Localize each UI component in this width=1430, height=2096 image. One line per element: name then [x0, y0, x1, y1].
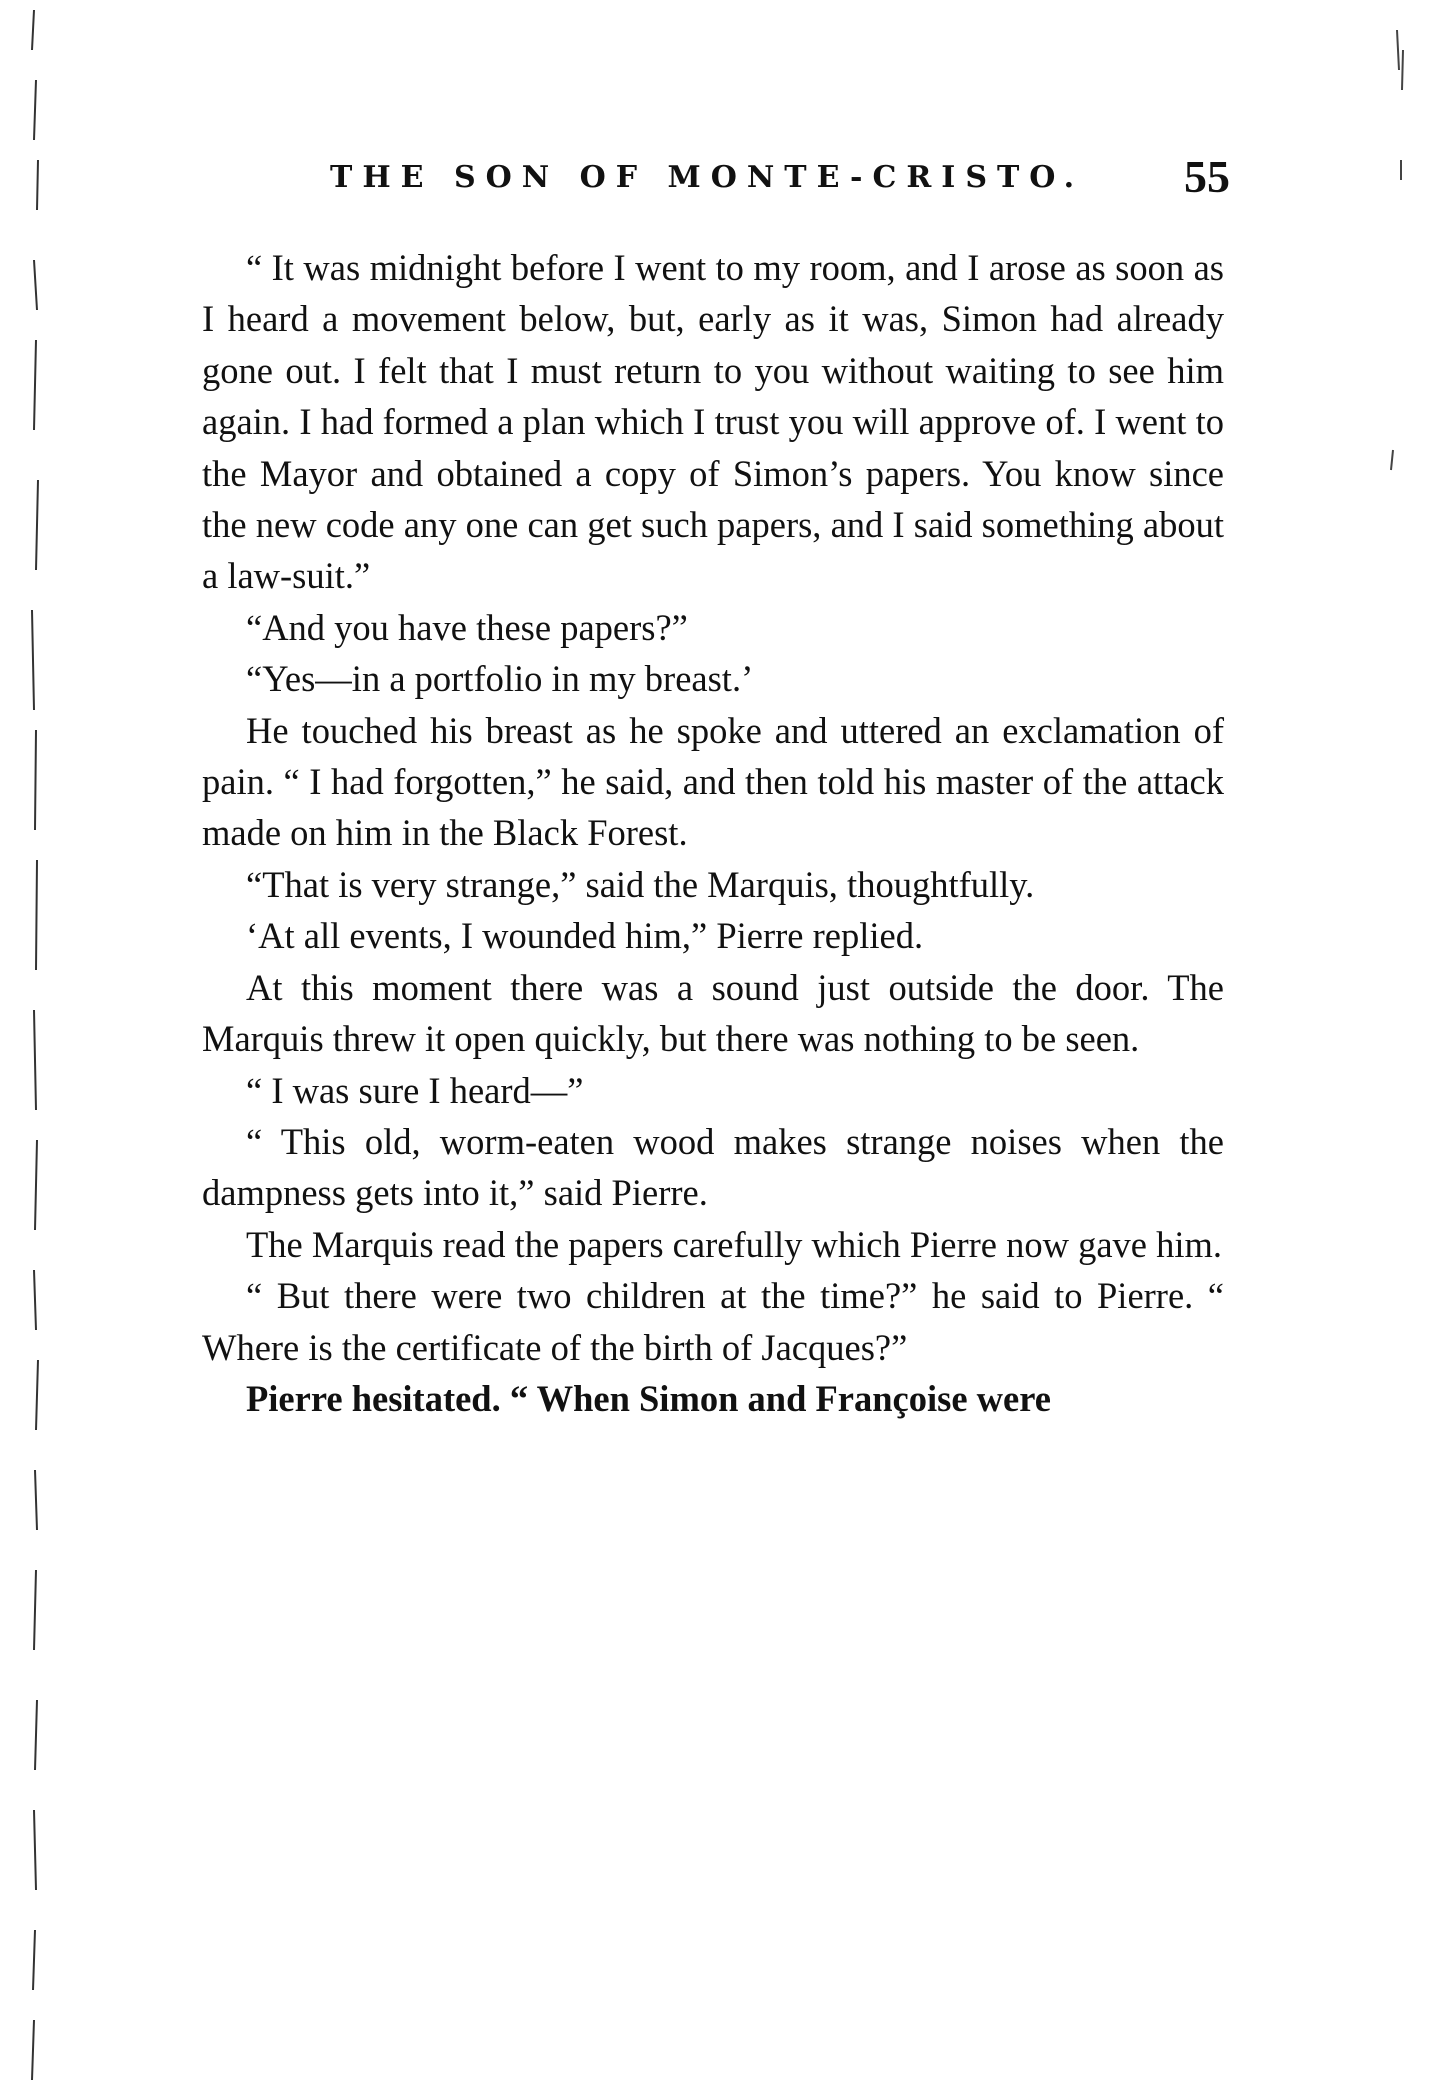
- paragraph: Pierre hesitated. “ When Simon and Françoise were: [246, 1377, 1051, 1419]
- paragraph: “ It was midnight before I went to my room, and I arose as soon as I heard a movement below, but, early as it was, Simon had already gone out. I felt that I must return to you without waiting to see him again. I had formed a plan which I trust you will approve of. I went to the Mayor and obtained a copy of Simon’s papers. You know since the new code any one can get such papers, and I said something about a law-suit.”: [202, 247, 1224, 597]
- paragraph: “That is very strange,” said the Marquis, thoughtfully.: [246, 863, 1035, 905]
- paragraph: “ This old, worm-eaten wood makes strange noises when the dampness gets into it,” said Pierre.: [202, 1120, 1224, 1214]
- paragraph: “ I was sure I heard—”: [246, 1069, 584, 1111]
- paragraph: The Marquis read the papers carefully which Pierre now gave him.: [246, 1223, 1223, 1265]
- paragraph: ‘At all events, I wounded him,” Pierre replied.: [246, 915, 924, 957]
- page-number: 55: [1184, 151, 1230, 202]
- paragraph: “And you have these papers?”: [246, 606, 688, 648]
- paragraph: He touched his breast as he spoke and uttered an exclamation of pain. “ I had forgotten,” he said, and then told his master of the attack made on him in the Black Forest.: [202, 709, 1224, 854]
- scan-edge-marks: [22, 10, 62, 2090]
- paragraph: At this moment there was a sound just outside the door. The Marquis threw it open quickly, but there was nothing to be seen.: [202, 966, 1224, 1060]
- paragraph: “Yes—in a portfolio in my breast.’: [246, 658, 754, 700]
- paragraph: “ But there were two children at the time?” he said to Pierre. “ Where is the certificate of the birth of Jacques?”: [202, 1275, 1224, 1368]
- page-header: [330, 150, 1230, 210]
- running-title: THE SON OF MONTE-CRISTO.: [330, 160, 1085, 195]
- scan-edge-marks-right: [1375, 10, 1415, 480]
- body-text: [202, 242, 1224, 1424]
